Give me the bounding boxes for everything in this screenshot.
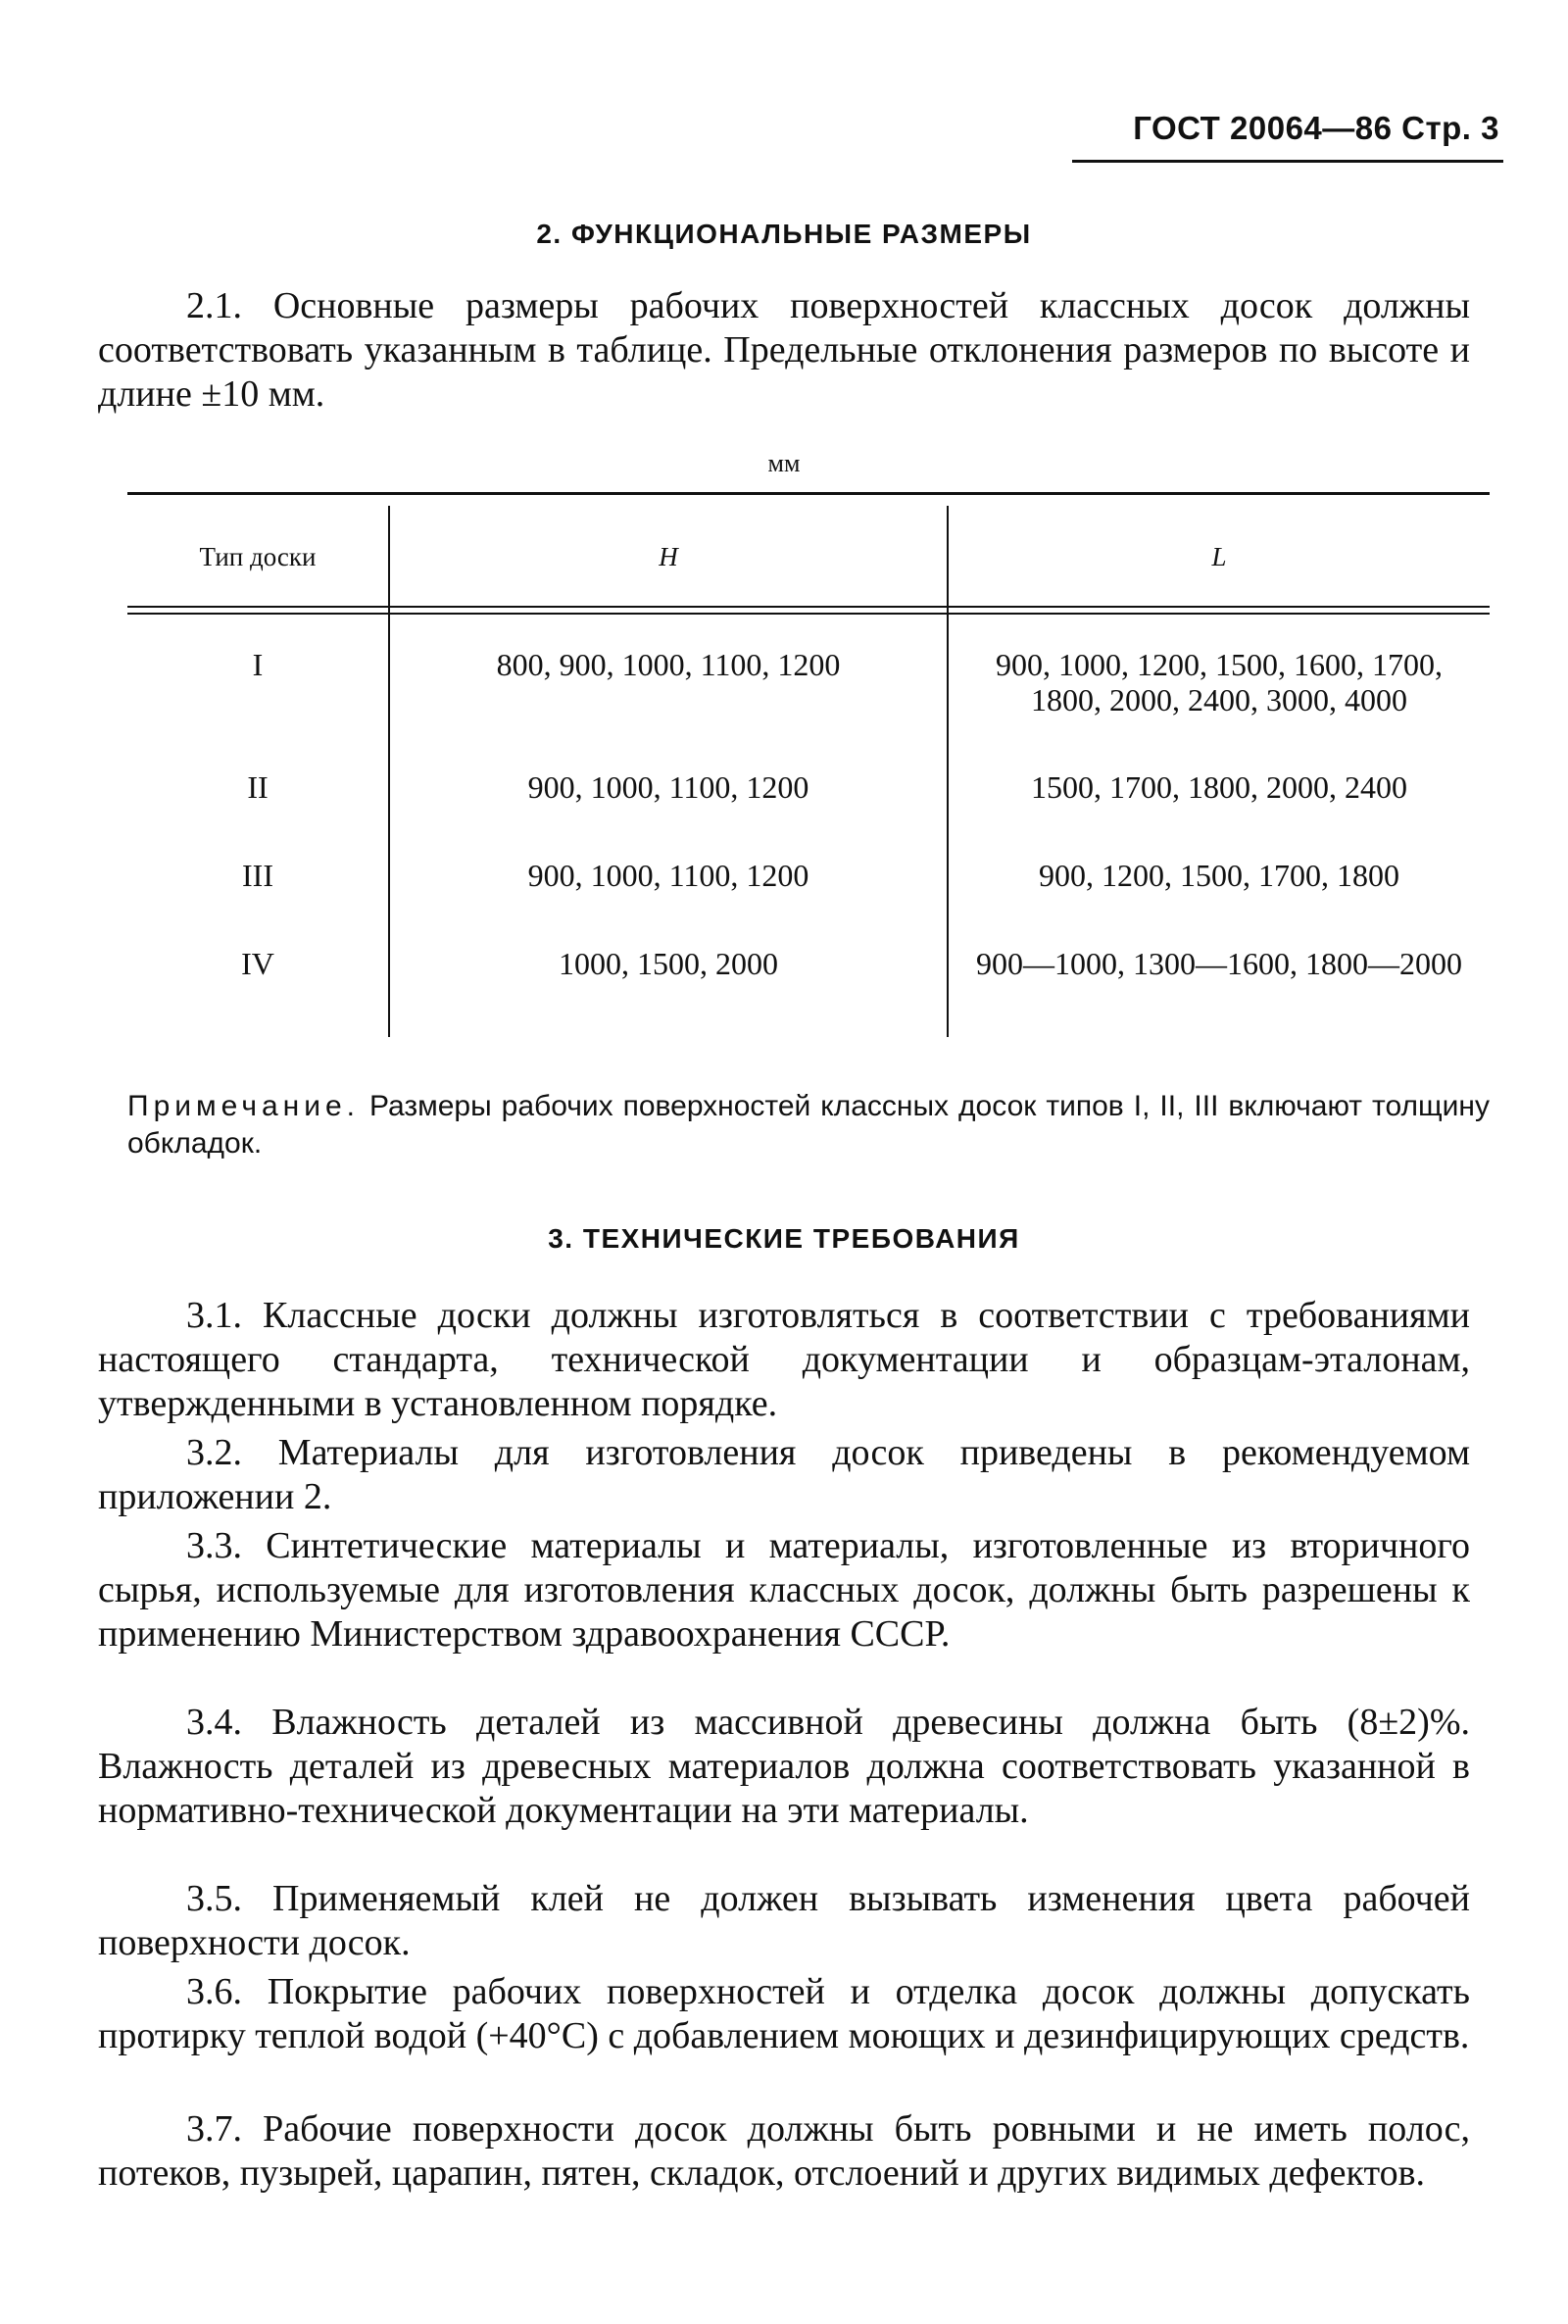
paragraph-3-3: 3.3. Синтетические материалы и материалы, изготовленные из вторичного сырья, используемые для изготовления классных досок, должны быть разрешены к применению Министерством здравоохранения СССР. [98, 1525, 1470, 1655]
table-header-rule [127, 606, 1490, 608]
cell-l: 900, 1000, 1200, 1500, 1600, 1700, 1800, 2000, 2400, 3000, 4000 [996, 647, 1443, 717]
cell-h: 1000, 1500, 2000 [559, 946, 778, 981]
page-header [1133, 110, 1499, 147]
table-header-h: H [659, 542, 678, 571]
table-header-rule [127, 613, 1490, 615]
table-header-type: Тип доски [199, 542, 317, 571]
table-note [127, 1088, 1490, 1162]
paragraph-3-1: 3.1. Классные доски должны изготовляться в соответствии с требованиями настоящего стандарта, технической документации и образцам-эталонам, утвержденными в установленном порядке. [98, 1295, 1470, 1424]
cell-type: II [247, 769, 269, 805]
paragraph-2-1: 2.1. Основные размеры рабочих поверхностей классных досок должны соответствовать указанным в таблице. Предельные отклонения размеров по высоте и длине ±10 мм. [98, 285, 1470, 415]
cell-type: I [252, 647, 264, 682]
paragraph-3-6: 3.6. Покрытие рабочих поверхностей и отделка досок должны допускать протирку теплой водой (+40°С) с добавлением моющих и дезинфицирующих средств. [98, 1971, 1470, 2056]
table-unit-label: мм [767, 449, 801, 477]
cell-l: 900, 1200, 1500, 1700, 1800 [1039, 858, 1399, 893]
section-2-heading: 2. ФУНКЦИОНАЛЬНЫЕ РАЗМЕРЫ [536, 219, 1032, 249]
note-text: Размеры рабочих поверхностей классных досок типов I, II, III включают толщину обкладок. [127, 1090, 1490, 1160]
cell-l: 1500, 1700, 1800, 2000, 2400 [1031, 769, 1407, 805]
cell-type: IV [241, 946, 274, 981]
standard-number: ГОСТ 20064—86 [1133, 110, 1393, 146]
paragraph-3-7: 3.7. Рабочие поверхности досок должны быть ровными и не иметь полос, потеков, пузырей, царапин, пятен, складок, отслоений и других видимых дефектов. [98, 2108, 1470, 2194]
cell-l: 900—1000, 1300—1600, 1800—2000 [976, 946, 1462, 981]
note-label: Примечание. [127, 1090, 360, 1122]
cell-type: III [242, 858, 273, 893]
cell-h: 900, 1000, 1100, 1200 [527, 769, 809, 805]
table-column-divider [947, 506, 949, 1037]
cell-h: 800, 900, 1000, 1100, 1200 [496, 647, 841, 682]
paragraph-3-4: 3.4. Влажность деталей из массивной древесины должна быть (8±2)%. Влажность деталей из древесных материалов должна соответствовать указанной в нормативно-технической документации на эти материалы. [98, 1702, 1470, 1831]
header-rule [1072, 160, 1503, 163]
paragraph-3-5: 3.5. Применяемый клей не должен вызывать изменения цвета рабочей поверхности досок. [98, 1878, 1470, 1963]
page-number: Стр. 3 [1401, 110, 1499, 146]
cell-h: 900, 1000, 1100, 1200 [527, 858, 809, 893]
section-3-heading: 3. ТЕХНИЧЕСКИЕ ТРЕБОВАНИЯ [548, 1223, 1020, 1254]
table-header-l: L [1211, 542, 1227, 571]
table-top-rule [127, 492, 1490, 495]
paragraph-3-2: 3.2. Материалы для изготовления досок приведены в рекомендуемом приложении 2. [98, 1432, 1470, 1517]
